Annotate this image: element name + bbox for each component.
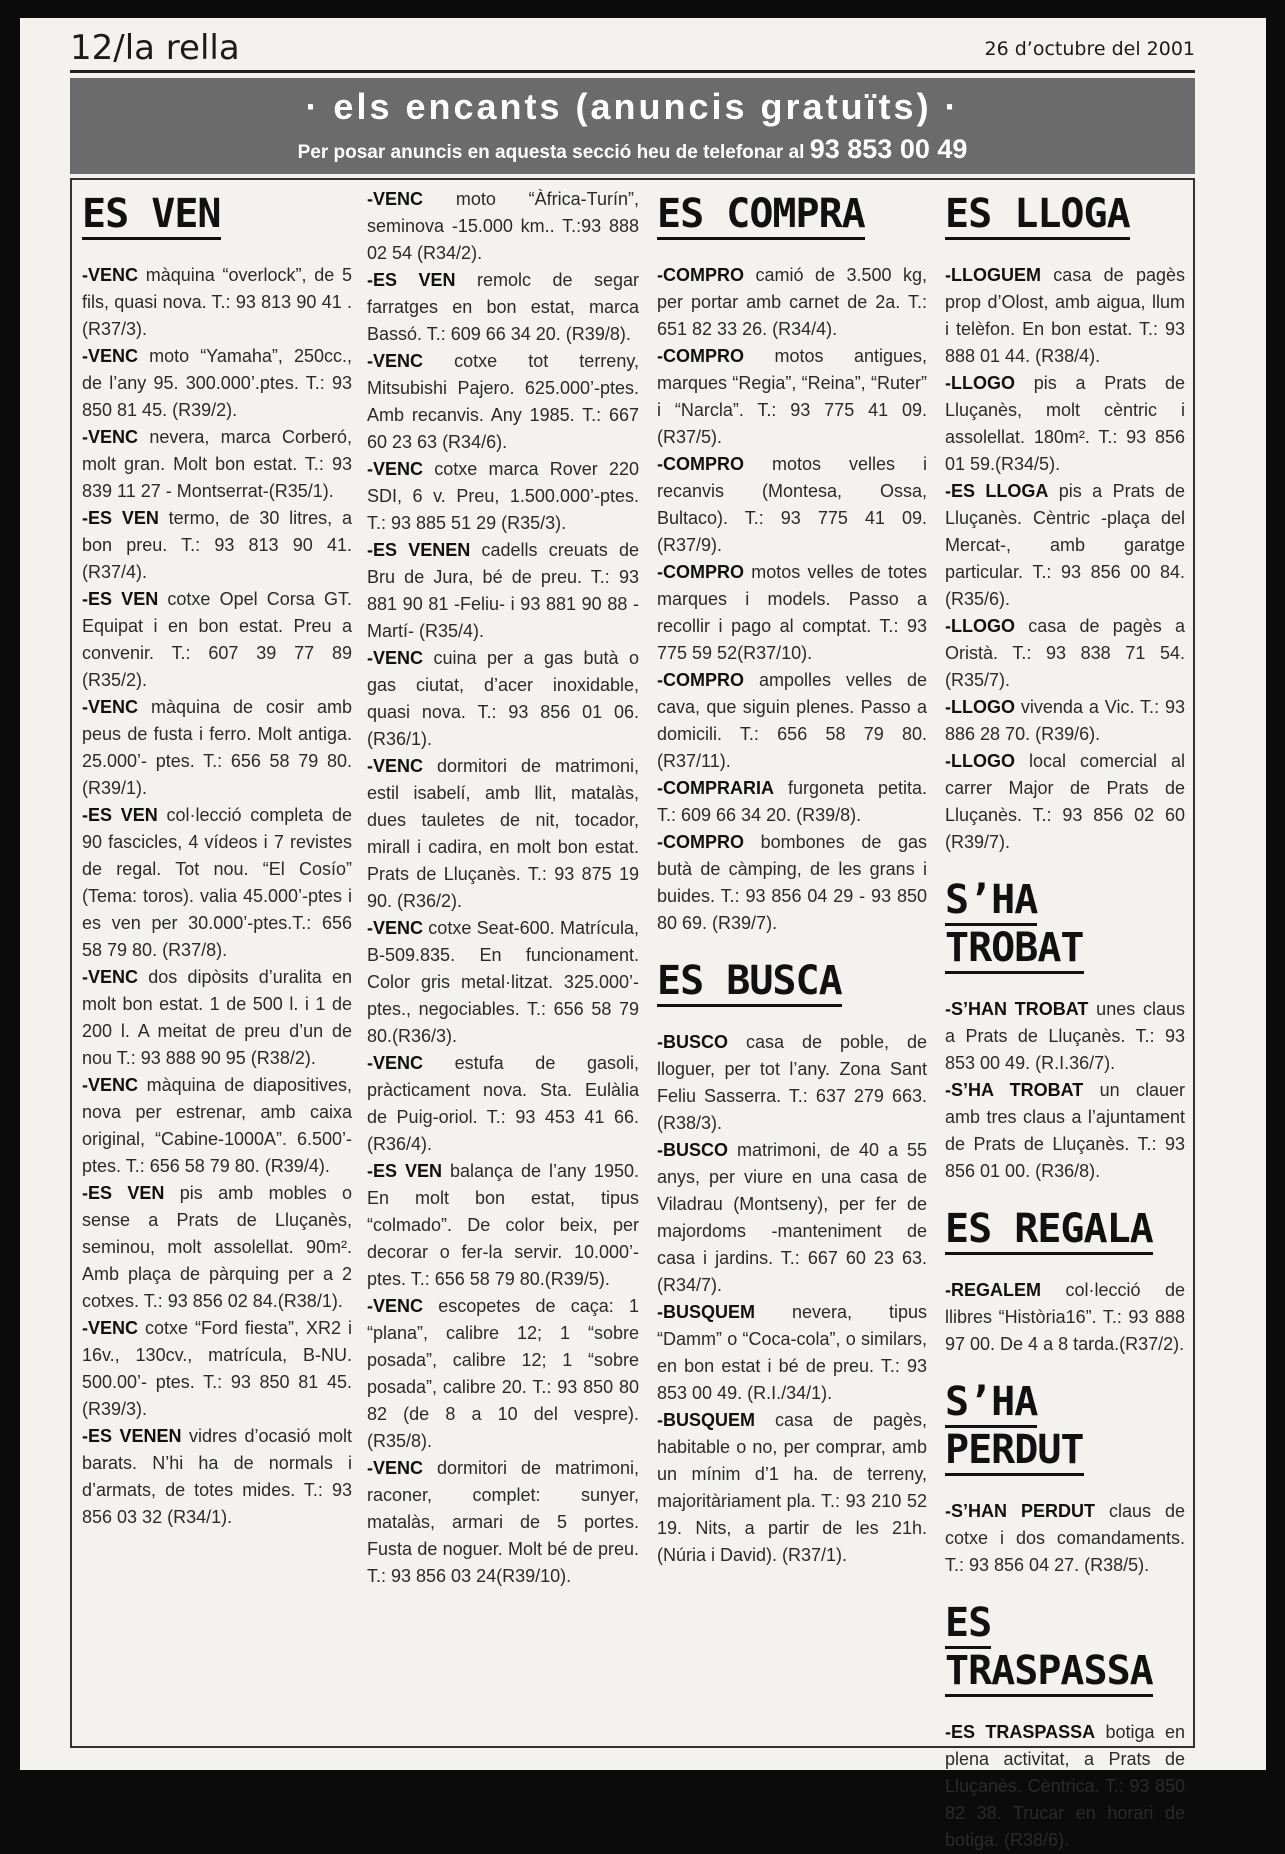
ad-text: casa de poble, de lloguer, per tot l’any. Zona Sant Feliu Sasserra. T.: 637 279 663. (R38/3). xyxy=(657,1032,927,1133)
ad-keyword: -BUSQUEM xyxy=(657,1302,755,1322)
ad-keyword: -VENC xyxy=(82,427,139,447)
ad-keyword: -ES VEN xyxy=(367,270,456,290)
ad-keyword: -VENC xyxy=(367,1053,424,1073)
section-title-es-traspassa: ES TRASPASSA xyxy=(945,1599,1185,1695)
classified-ad xyxy=(657,667,927,775)
page-label: 12/la rella xyxy=(70,28,240,68)
section-banner xyxy=(70,78,1195,174)
section-title-es-busca: ES BUSCA xyxy=(657,957,927,1005)
ad-keyword: -VENC xyxy=(367,648,424,668)
ad-keyword: -ES VEN xyxy=(367,1161,442,1181)
ad-keyword: -COMPRO xyxy=(657,832,744,852)
ad-keyword: -ES VEN xyxy=(82,589,159,609)
classified-ad xyxy=(367,456,639,537)
ad-text: local comercial al carrer Major de Prats de Lluçanès. T.: 93 856 02 60 (R39/7). xyxy=(945,751,1185,852)
ads-es-lloga xyxy=(945,262,1185,856)
classified-ad xyxy=(367,915,639,1050)
classified-ad xyxy=(82,694,352,802)
ad-text: col·lecció completa de 90 fascicles, 4 vídeos i 7 revistes de regal. Tot nou. “El Cosío” (Tema: toros). valia 45.000’-ptes i es ven per 30.000’-ptes.T.: 656 58 79 80. (R37/8). xyxy=(82,805,352,960)
ad-keyword: -COMPRARIA xyxy=(657,778,774,798)
classified-ad xyxy=(657,451,927,559)
classified-ad xyxy=(657,1137,927,1299)
ads-es-busca xyxy=(657,1029,927,1569)
classified-ad xyxy=(367,267,639,348)
classified-ad xyxy=(657,559,927,667)
ads-es-ven-continued xyxy=(367,186,639,1590)
ad-text: cotxe tot terreny, Mitsubishi Pajero. 625.000’-ptes. Amb recanvis. Any 1985. T.: 667 60 23 63 (R34/6). xyxy=(367,351,639,452)
ad-text: cadells creuats de Bru de Jura, bé de preu. T.: 93 881 90 81 -Feliu- i 93 881 90 88 -Martí- (R35/4). xyxy=(367,540,639,641)
ad-keyword: -BUSQUEM xyxy=(657,1410,755,1430)
ad-text: vivenda a Vic. T.: 93 886 28 70. (R39/6). xyxy=(945,697,1185,744)
ad-keyword: -COMPRO xyxy=(657,265,744,285)
classified-ad xyxy=(367,645,639,753)
page-header xyxy=(70,24,1195,72)
ad-text: cotxe “Ford fiesta”, XR2 i 16v., 130cv., matrícula, B-NU. 500.00’- ptes. T.: 93 850 81 45. (R39/3). xyxy=(82,1318,352,1419)
ad-text: moto “Àfrica-Turín”, seminova -15.000 km.. T.:93 888 02 54 (R34/2). xyxy=(367,189,639,263)
classified-ad xyxy=(367,1050,639,1158)
ad-keyword: -COMPRO xyxy=(657,454,744,474)
header-rule xyxy=(70,70,1195,73)
banner-subtitle-text: Per posar anuncis en aquesta secció heu de telefonar al xyxy=(297,142,805,163)
ad-text: balança de l’any 1950. En molt bon estat, tipus “colmado”. De color beix, per decorar o fer-la servir. 10.000’-ptes. T.: 656 58 79 80.(R39/5). xyxy=(367,1161,639,1289)
column-3 xyxy=(657,186,927,1569)
ad-keyword: -VENC xyxy=(82,265,139,285)
ad-text: botiga en plena activitat, a Prats de Lluçanès. Cèntrica. T.: 93 850 82 38. Trucar en horari de botiga. (R38/6). xyxy=(945,1722,1185,1850)
ad-keyword: -LLOGO xyxy=(945,373,1015,393)
column-1 xyxy=(82,186,352,1531)
ad-text: claus de cotxe i dos comandaments. T.: 93 856 04 27. (R38/5). xyxy=(945,1501,1185,1575)
ad-text: dos dipòsits d’uralita en molt bon estat. 1 de 500 l. i 1 de 200 l. A meitat de preu d’un de nou T.: 93 888 90 95 (R38/2). xyxy=(82,967,352,1068)
ad-text: estufa de gasoli, pràcticament nova. Sta. Eulàlia de Puig-oriol. T.: 93 453 41 66. (R36/4). xyxy=(367,1053,639,1154)
classified-ad xyxy=(657,775,927,829)
classified-ad xyxy=(657,1029,927,1137)
classified-ad xyxy=(367,753,639,915)
section-title-es-ven: ES VEN xyxy=(82,190,352,238)
ad-text: remolc de segar farratges en bon estat, marca Bassó. T.: 609 66 34 20. (R39/8). xyxy=(367,270,639,344)
ad-keyword: -COMPRO xyxy=(657,670,744,690)
classified-ad xyxy=(657,262,927,343)
ad-text: motos antigues, marques “Regia”, “Reina”, “Ruter” i “Narcla”. T.: 93 775 41 09. (R37/5). xyxy=(657,346,927,447)
classified-ad xyxy=(945,748,1185,856)
ad-text: pis a Prats de Lluçanès, molt cèntric i assolellat. 180m². T.: 93 856 01 59.(R34/5). xyxy=(945,373,1185,474)
ads-sha-trobat xyxy=(945,996,1185,1185)
ad-text: màquina de cosir amb peus de fusta i ferro. Molt antiga. 25.000’- ptes. T.: 656 58 79 80. (R39/1). xyxy=(82,697,352,798)
classified-ad xyxy=(82,262,352,343)
section-title-es-regala: ES REGALA xyxy=(945,1205,1185,1253)
ad-keyword: -LLOGO xyxy=(945,751,1015,771)
classified-ad xyxy=(367,1455,639,1590)
ads-es-regala xyxy=(945,1277,1185,1358)
ad-text: dormitori de matrimoni, estil isabelí, amb llit, matalàs, dues tauletes de nit, tocador, mirall i cadira, en molt bon estat. Prats de Lluçanès. T.: 93 875 19 90. (R36/2). xyxy=(367,756,639,911)
ad-text: motos velles i recanvis (Montesa, Ossa, Bultaco). T.: 93 775 41 09.(R37/9). xyxy=(657,454,927,555)
classified-ad xyxy=(367,1158,639,1293)
ads-sha-perdut xyxy=(945,1498,1185,1579)
classified-ad xyxy=(82,1180,352,1315)
classified-ad xyxy=(82,1423,352,1531)
classified-ad xyxy=(945,370,1185,478)
ad-text: pis amb mobles o sense a Prats de Lluçanès, seminou, molt assolellat. 90m². Amb plaça de pàrquing per a 2 cotxes. T.: 93 856 02 84.(R38/1). xyxy=(82,1183,352,1311)
ad-text: cotxe Opel Corsa GT. Equipat i en bon estat. Preu a convenir. T.: 607 39 77 89 (R35/2). xyxy=(82,589,352,690)
classified-ad xyxy=(82,1315,352,1423)
classified-ad xyxy=(945,996,1185,1077)
ads-es-compra xyxy=(657,262,927,937)
ad-keyword: -VENC xyxy=(82,346,139,366)
ad-text: casa de pagès, habitable o no, per comprar, amb un mínim d’1 ha. de terreny, majoritàriament pla. T.: 93 210 52 19. Nits, a partir de les 21h. (Núria i David). (R37/1). xyxy=(657,1410,927,1565)
classified-ad xyxy=(945,262,1185,370)
issue-date: 26 d’octubre del 2001 xyxy=(984,38,1195,60)
section-title-es-compra: ES COMPRA xyxy=(657,190,927,238)
classified-ad xyxy=(367,186,639,267)
ad-keyword: -VENC xyxy=(367,459,424,479)
ad-keyword: -VENC xyxy=(367,189,424,209)
ad-keyword: -BUSCO xyxy=(657,1032,728,1052)
ad-keyword: -COMPRO xyxy=(657,562,744,582)
newspaper-page xyxy=(20,18,1266,1850)
ad-keyword: -VENC xyxy=(367,918,424,938)
ad-text: ampolles velles de cava, que siguin plenes. Passo a domicili. T.: 656 58 79 80. (R37/11). xyxy=(657,670,927,771)
ad-text: pis a Prats de Lluçanès. Cèntric -plaça del Mercat-, amb garatge particular. T.: 93 856 00 84. (R35/6). xyxy=(945,481,1185,609)
ad-text: màquina “overlock”, de 5 fils, quasi nova. T.: 93 813 90 41 . (R37/3). xyxy=(82,265,352,339)
ad-text: casa de pagès prop d’Olost, amb aigua, llum i telèfon. En bon estat. T.: 93 888 01 44. (R38/4). xyxy=(945,265,1185,366)
ad-keyword: -REGALEM xyxy=(945,1280,1041,1300)
banner-title: · els encants (anuncis gratuïts) · xyxy=(305,86,960,127)
classified-ad xyxy=(657,1299,927,1407)
column-4 xyxy=(945,186,1185,1854)
ad-keyword: -S’HA TROBAT xyxy=(945,1080,1084,1100)
ad-text: escopetes de caça: 1 “plana”, calibre 12; 1 “sobre posada”, calibre 12; 1 “sobre posada”, calibre 20. T.: 93 850 80 82 (de 8 a 10 del vespre). (R35/8). xyxy=(367,1296,639,1451)
classified-ad xyxy=(657,829,927,937)
ad-keyword: -VENC xyxy=(82,1318,139,1338)
ad-text: cotxe marca Rover 220 SDI, 6 v. Preu, 1.500.000’-ptes. T.: 93 885 51 29 (R35/3). xyxy=(367,459,639,533)
ad-keyword: -ES VENEN xyxy=(367,540,471,560)
ad-keyword: -ES VEN xyxy=(82,508,159,528)
ad-keyword: -ES VEN xyxy=(82,1183,165,1203)
ad-keyword: -VENC xyxy=(82,697,139,717)
ad-text: unes claus a Prats de Lluçanès. T.: 93 853 00 49. (R.I.36/7). xyxy=(945,999,1185,1073)
classifieds-grid xyxy=(70,178,1195,1850)
ad-keyword: -LLOGO xyxy=(945,616,1015,636)
ad-text: cotxe Seat-600. Matrícula, B-509.835. En funcionament. Color gris metal·litzat. 325.000’-ptes., negociables. T.: 656 58 79 80.(R36/3). xyxy=(367,918,639,1046)
ad-text: un clauer amb tres claus a l’ajuntament de Prats de Lluçanès. T.: 93 856 01 00. (R36/8). xyxy=(945,1080,1185,1181)
ad-text: camió de 3.500 kg, per portar amb carnet de 2a. T.: 651 82 33 26. (R34/4). xyxy=(657,265,927,339)
ad-text: moto “Yamaha”, 250cc., de l’any 95. 300.000’.ptes. T.: 93 850 81 45. (R39/2). xyxy=(82,346,352,420)
ad-text: dormitori de matrimoni, raconer, complet: sunyer, matalàs, armari de 5 portes. Fusta de noguer. Molt bé de preu. T.: 93 856 03 24(R39/10). xyxy=(367,1458,639,1586)
ad-keyword: -ES LLOGA xyxy=(945,481,1049,501)
classified-ad xyxy=(367,537,639,645)
classified-ad xyxy=(82,1072,352,1180)
classified-ad xyxy=(367,348,639,456)
classified-ad xyxy=(367,1293,639,1455)
ad-keyword: -LLOGO xyxy=(945,697,1015,717)
classified-ad xyxy=(945,1498,1185,1579)
ad-text: nevera, tipus “Damm” o “Coca-cola”, o similars, en bon estat i bé de preu. T.: 93 853 00 49. (R.I./34/1). xyxy=(657,1302,927,1403)
ad-text: màquina de diapositives, nova per estrenar, amb caixa original, “Cabine-1000A”. 6.500’- ptes. T.: 656 58 79 80. (R39/4). xyxy=(82,1075,352,1176)
section-title-sha-perdut: S’HA PERDUT xyxy=(945,1378,1185,1474)
ad-keyword: -LLOGUEM xyxy=(945,265,1041,285)
ad-text: col·lecció de llibres “Història16”. T.: 93 888 97 00. De 4 a 8 tarda.(R37/2). xyxy=(945,1280,1185,1354)
ad-text: bombones de gas butà de càmping, de les grans i buides. T.: 93 856 04 29 - 93 850 80 69. (R39/7). xyxy=(657,832,927,933)
classified-ad xyxy=(945,613,1185,694)
ad-text: vidres d’ocasió molt barats. N’hi ha de normals i d’armats, de totes mides. T.: 93 856 03 32 (R34/1). xyxy=(82,1426,352,1527)
classified-ad xyxy=(945,1277,1185,1358)
ad-keyword: -S’HAN PERDUT xyxy=(945,1501,1095,1521)
ad-text: cuina per a gas butà o gas ciutat, d’acer inoxidable, quasi nova. T.: 93 856 01 06. (R36/1). xyxy=(367,648,639,749)
classified-ad xyxy=(82,964,352,1072)
ad-keyword: -VENC xyxy=(367,351,424,371)
classified-ad xyxy=(657,343,927,451)
classified-ad xyxy=(82,343,352,424)
ad-keyword: -S’HAN TROBAT xyxy=(945,999,1089,1019)
ads-es-ven xyxy=(82,262,352,1531)
ad-text: matrimoni, de 40 a 55 anys, per viure en una casa de Viladrau (Montseny), per fer de majordoms -manteniment de casa i jardins. T.: 667 60 23 63. (R34/7). xyxy=(657,1140,927,1295)
ad-keyword: -COMPRO xyxy=(657,346,744,366)
ad-keyword: -VENC xyxy=(367,756,424,776)
classified-ad xyxy=(945,1719,1185,1854)
ad-text: termo, de 30 litres, a bon preu. T.: 93 813 90 41. (R37/4). xyxy=(82,508,352,582)
ad-text: furgoneta petita. T.: 609 66 34 20. (R39/8). xyxy=(657,778,927,825)
ad-keyword: -ES VEN xyxy=(82,805,158,825)
ad-keyword: -VENC xyxy=(367,1458,424,1478)
ad-keyword: -BUSCO xyxy=(657,1140,728,1160)
ad-text: motos velles de totes marques i models. Passo a recollir i pago al comptat. T.: 93 775 59 52(R37/10). xyxy=(657,562,927,663)
banner-subtitle xyxy=(70,134,1195,165)
classified-ad xyxy=(945,1077,1185,1185)
classified-ad xyxy=(945,478,1185,613)
column-2 xyxy=(367,186,639,1590)
ad-keyword: -ES TRASPASSA xyxy=(945,1722,1096,1742)
classified-ad xyxy=(945,694,1185,748)
ads-es-traspassa xyxy=(945,1719,1185,1854)
classified-ad xyxy=(82,424,352,505)
classified-ad xyxy=(82,505,352,586)
classified-ad xyxy=(657,1407,927,1569)
classified-ad xyxy=(82,802,352,964)
ad-keyword: -ES VENEN xyxy=(82,1426,182,1446)
ad-keyword: -VENC xyxy=(82,1075,139,1095)
ad-text: nevera, marca Corberó, molt gran. Molt bon estat. T.: 93 839 11 27 - Montserrat-(R35/1). xyxy=(82,427,352,501)
section-title-sha-trobat: S’HA TROBAT xyxy=(945,876,1185,972)
ad-keyword: -VENC xyxy=(82,967,139,987)
section-title-es-lloga: ES LLOGA xyxy=(945,190,1185,238)
ad-keyword: -VENC xyxy=(367,1296,424,1316)
classified-ad xyxy=(82,586,352,694)
ad-text: casa de pagès a Oristà. T.: 93 838 71 54. (R35/7). xyxy=(945,616,1185,690)
banner-phone: 93 853 00 49 xyxy=(809,134,968,164)
